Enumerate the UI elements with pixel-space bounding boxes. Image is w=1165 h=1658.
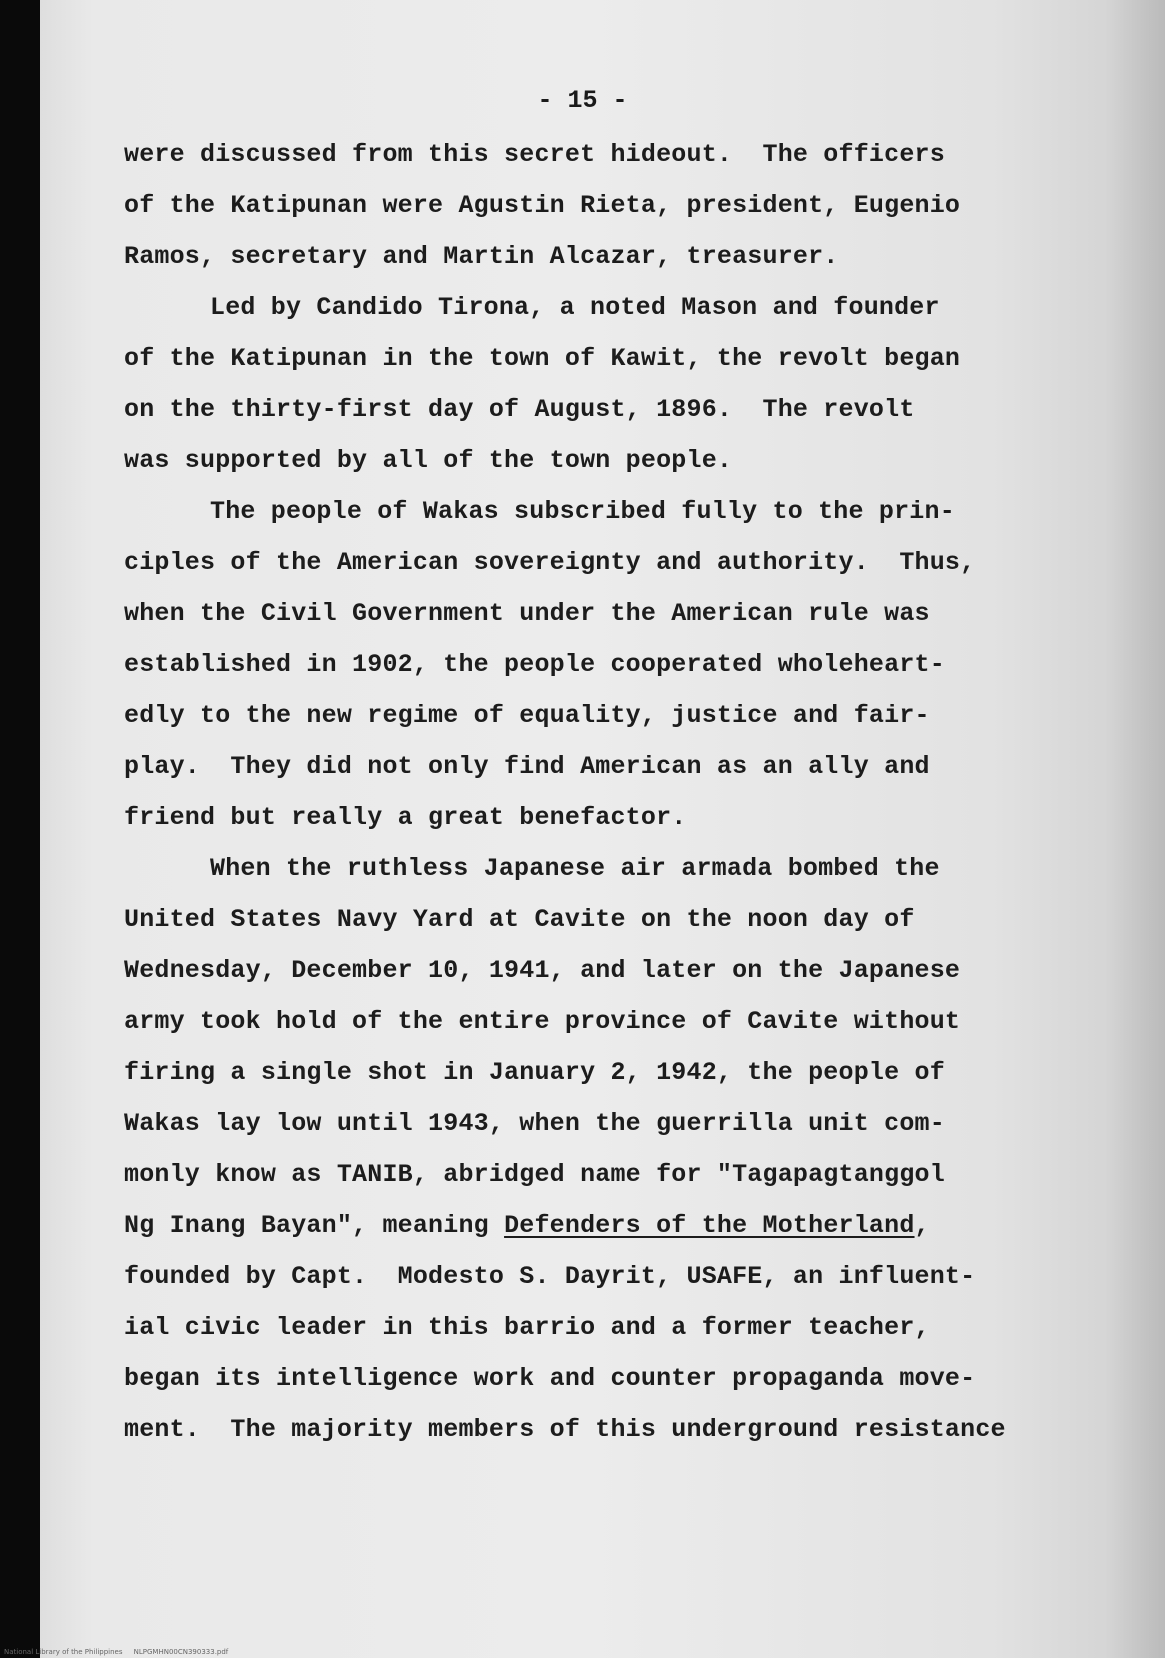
text-line: ciples of the American sovereignty and authority. Thus, bbox=[124, 548, 976, 577]
text-line: The people of Wakas subscribed fully to the prin- bbox=[210, 497, 955, 526]
text-line: firing a single shot in January 2, 1942, the people of bbox=[124, 1058, 945, 1087]
text-line: established in 1902, the people cooperated wholeheart- bbox=[124, 650, 945, 679]
text-line: ment. The majority members of this underground resistance bbox=[124, 1415, 1006, 1444]
text-line: Wakas lay low until 1943, when the guerrilla unit com- bbox=[124, 1109, 945, 1138]
text-line: When the ruthless Japanese air armada bombed the bbox=[210, 854, 940, 883]
text-line: began its intelligence work and counter propaganda move- bbox=[124, 1364, 976, 1393]
text-line: Led by Candido Tirona, a noted Mason and founder bbox=[210, 293, 940, 322]
text-line: army took hold of the entire province of Cavite without bbox=[124, 1007, 961, 1036]
text-line: play. They did not only find American as an ally and bbox=[124, 752, 930, 781]
text-segment: Ng Inang Bayan", meaning bbox=[124, 1211, 505, 1240]
text-line: Ramos, secretary and Martin Alcazar, treasurer. bbox=[124, 242, 839, 271]
text-line: United States Navy Yard at Cavite on the noon day of bbox=[124, 905, 915, 934]
page-number: - 15 - bbox=[537, 86, 628, 115]
scan-shade-right bbox=[1105, 0, 1165, 1658]
text-segment: , bbox=[914, 1211, 930, 1240]
text-line: of the Katipunan in the town of Kawit, the revolt began bbox=[124, 344, 961, 373]
footer-source: National Library of the Philippines NLPGMHN00CN390333.pdf bbox=[4, 1648, 229, 1656]
text-line: was supported by all of the town people. bbox=[124, 446, 733, 475]
text-line: friend but really a great benefactor. bbox=[124, 803, 687, 832]
text-line: ial civic leader in this barrio and a former teacher, bbox=[124, 1313, 930, 1342]
text-line: when the Civil Government under the American rule was bbox=[124, 599, 930, 628]
scan-edge-left bbox=[0, 0, 40, 1658]
text-line-with-underline bbox=[124, 1211, 930, 1241]
underlined-phrase: Defenders of the Motherland bbox=[504, 1211, 915, 1240]
text-line: on the thirty-first day of August, 1896. The revolt bbox=[124, 395, 915, 424]
text-line: founded by Capt. Modesto S. Dayrit, USAFE, an influent- bbox=[124, 1262, 976, 1291]
text-line: of the Katipunan were Agustin Rieta, president, Eugenio bbox=[124, 191, 961, 220]
text-line: edly to the new regime of equality, justice and fair- bbox=[124, 701, 930, 730]
text-line: Wednesday, December 10, 1941, and later on the Japanese bbox=[124, 956, 961, 985]
text-line: were discussed from this secret hideout. The officers bbox=[124, 140, 945, 169]
text-line: monly know as TANIB, abridged name for "Tagapagtanggol bbox=[124, 1160, 945, 1189]
